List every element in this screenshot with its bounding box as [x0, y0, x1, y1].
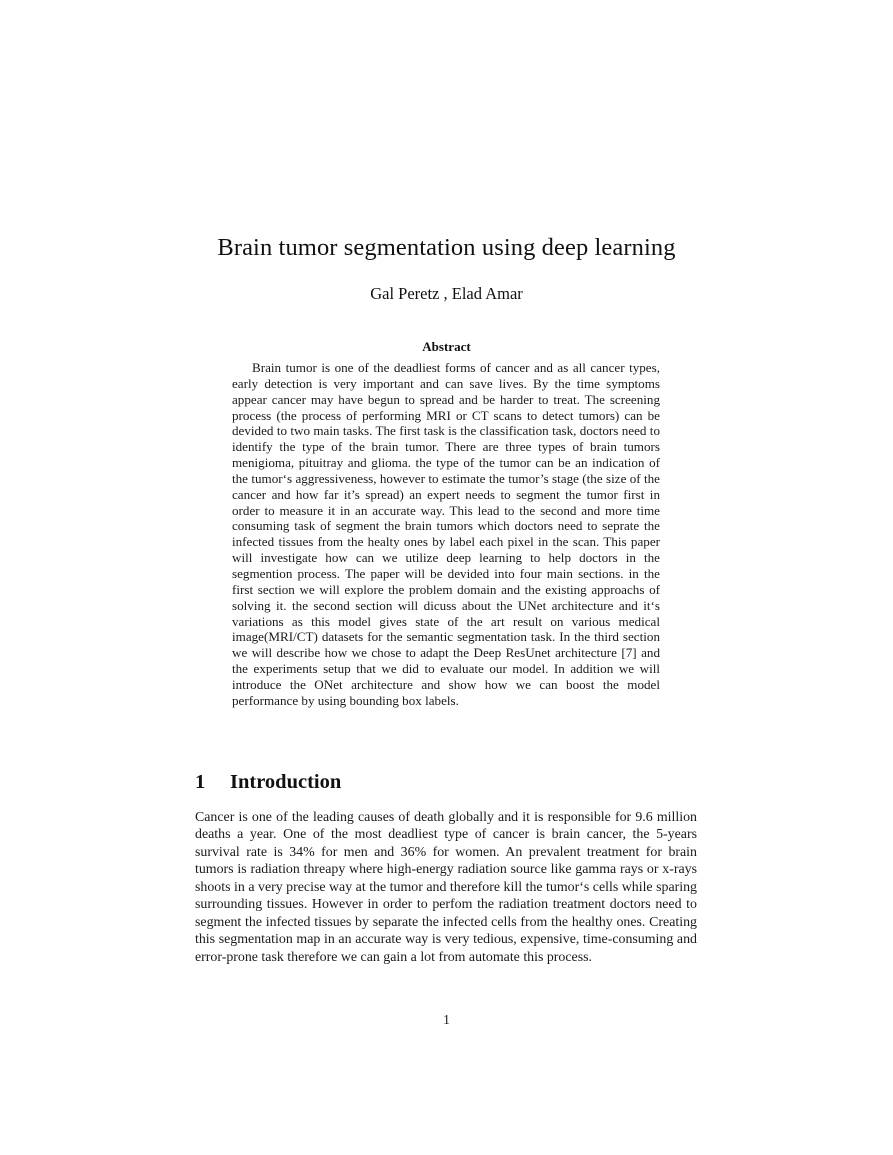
abstract-text: Brain tumor is one of the deadliest forms of cancer and as all cancer types, early detection is very important and can save lives. By the time symptoms appear cancer may have begun to spread and be harder to treat. The screening process (the process of performing MRI or CT scans to detect tumors) can be devided to two main tasks. The first task is the classification task, doctors need to identify the type of the brain tumor. There are three types of brain tumors menigioma, pituitray and glioma. the type of the tumor can be an indication of the tumor‘s aggressiveness, however to estimate the tumor’s stage (the size of the cancer and how far it’s spread) an expert needs to segment the tumor first in order to measure it in an accurate way. This lead to the second and more time consuming task of segment the brain tumors which doctors need to seprate the infected tissues from the healty ones by label each pixel in the scan. This paper will investigate how can we utilize deep learning to help doctors in the segmention process. The paper will be devided into four main sections. in the first section we will explore the problem domain and the existing approachs of solving it. the second section will dicuss about the UNet architecture and it‘s variations as this model gives state of the art result on various medical image(MRI/CT) datasets for the semantic segmentation task. In the third section we will describe how we chose to adapt the Deep ResUnet architecture [7] and the experiments setup that we did to evaluate our model. In addition we will introduce the ONet architecture and show how we can boost the model performance by using bounding box labels.	[232, 360, 660, 708]
introduction-text: Cancer is one of the leading causes of death globally and it is responsible for 9.6 million deaths a year. One of the most deadliest type of cancer is brain cancer, the 5-years survival rate is 34% for men and 36% for women. An prevalent treatment for brain tumors is radiation threapy where high-energy radiation source like gamma rays or x-rays shoots in a very precise way at the tumor and therefore kill the tumor‘s cells while sparing surrounding tissues. However in order to perfom the radiation treatment doctors need to segment the infected tissues by separate the infected cells from the healthy ones. Creating this segmentation map in an accurate way is very tedious, expensive, time-consuming and error-prone task therefore we can gain a lot from automate this process.	[195, 810, 697, 965]
section-title: Introduction	[230, 771, 342, 793]
section-number: 1	[195, 771, 206, 793]
abstract-heading: Abstract	[422, 339, 471, 354]
page-number: 1	[443, 1012, 450, 1027]
section-heading-introduction	[195, 771, 341, 794]
paper-title: Brain tumor segmentation using deep learning	[217, 234, 676, 261]
paper-authors: Gal Peretz , Elad Amar	[370, 284, 523, 303]
